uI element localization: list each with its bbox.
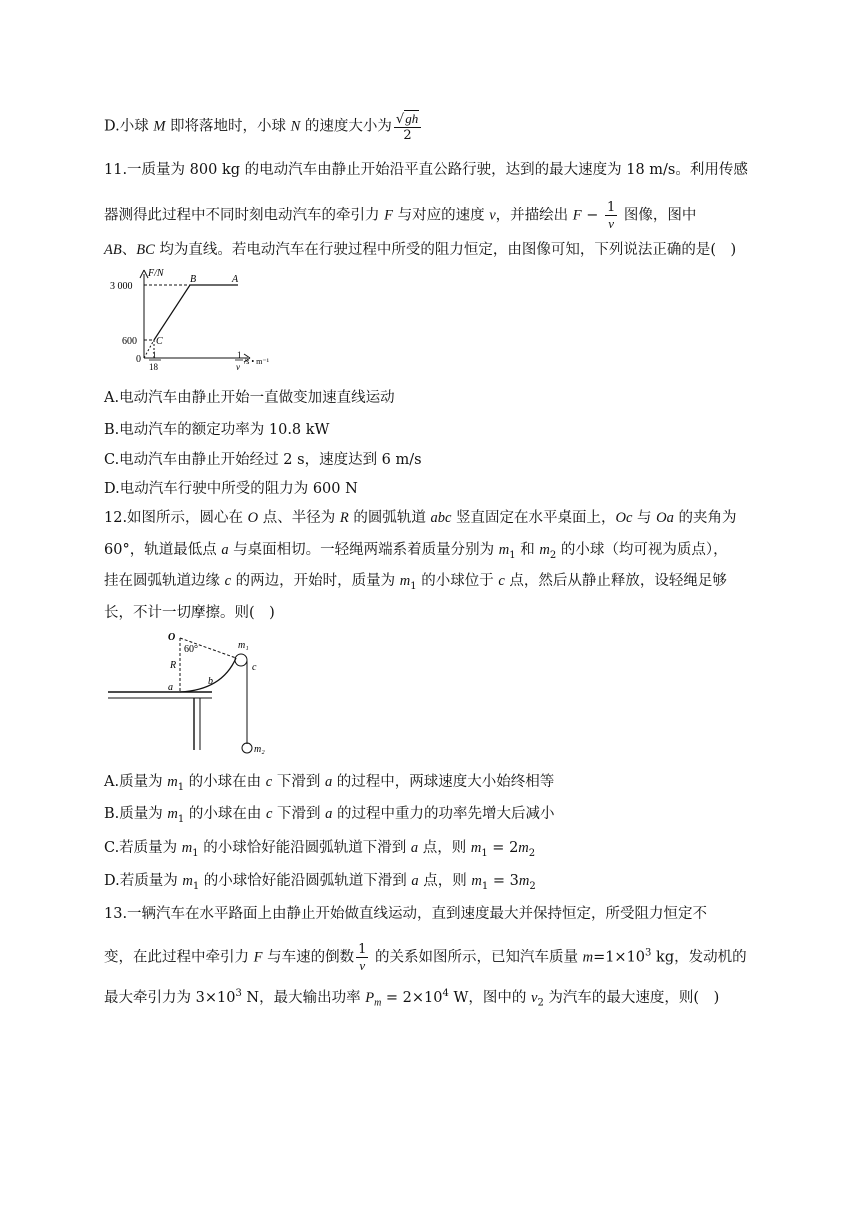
- q12-line-4: 长，不计一切摩擦。则( ): [104, 605, 275, 621]
- y-tick-600: 600: [122, 336, 137, 347]
- q11-line-1: 11.一质量为 800 kg 的电动汽车由静止开始沿平直公路行驶，达到的最大速度为 18 m/s。利用传感: [104, 162, 748, 178]
- x-label-num: 1: [237, 350, 242, 360]
- q11-inverse-v-fraction: $\frac{1}{v}$: [606, 200, 616, 231]
- q13-line-1: 13.一辆汽车在水平路面上由静止开始做直线运动，直到速度最大并保持恒定，所受阻力恒定不: [104, 906, 708, 922]
- q11-option-c: C.电动汽车由静止开始经过 2 s，速度达到 6 m/s: [104, 452, 422, 468]
- line-bc: [154, 285, 190, 340]
- q11-line-3: AB、BC 均为直线。若电动汽车在行驶过程中所受的阻力恒定，由图像可知，下列说法正确的是( ): [104, 242, 737, 258]
- q11-f-inverse-v-graph: [108, 264, 288, 376]
- label-r: R: [170, 660, 177, 671]
- ball-m1: [235, 654, 247, 666]
- label-m2: m₂: [254, 744, 265, 755]
- q11-option-a: A.电动汽车由静止开始一直做变加速直线运动: [104, 390, 395, 406]
- q13-line-3: 最大牵引力为 $3\times 10^3$ N，最大输出功率 $P_m = 2\times 10^4$ W，图中的 $v_2$ 为汽车的最大速度，则( ): [104, 988, 720, 1009]
- label-o: O: [168, 632, 176, 643]
- label-c: c: [252, 662, 257, 673]
- point-a-label: A: [232, 274, 239, 285]
- ball-m2: [242, 743, 252, 753]
- label-m1: m₁: [238, 640, 249, 651]
- q12-option-d: D.若质量为 $m_1$ 的小球恰好能沿圆弧轨道下滑到 a 点，则 $m_1 = 3m_2$: [104, 873, 536, 892]
- q12-line-1: 12.如图所示，圆心在 O 点、半径为 R 的圆弧轨道 abc 竖直固定在水平桌面上，Oc 与 Oa 的夹角为: [104, 510, 737, 526]
- label-a: a: [168, 682, 173, 693]
- label-b: b: [208, 676, 213, 687]
- point-c-label: C: [156, 336, 163, 347]
- x-tick-num: 1: [152, 350, 157, 360]
- q12-line-2: 60°，轨道最低点 a 与桌面相切。一轻绳两端系着质量分别为 $m_1$ 和 $m_2$ 的小球（均可视为质点），: [104, 542, 728, 561]
- q12-option-b: B.质量为 $m_1$ 的小球在由 c 下滑到 a 的过程中重力的功率先增大后减小: [104, 806, 555, 825]
- x-label-den: v: [236, 362, 240, 372]
- y-tick-3000: 3 000: [110, 281, 133, 292]
- q13-inverse-v-fraction: $\frac{1}{v}$: [358, 942, 367, 973]
- q11-option-d: D.电动汽车行驶中所受的阻力为 600 N: [104, 481, 358, 497]
- point-b-label: B: [190, 274, 197, 285]
- q11-line-2: 器测得此过程中不同时刻电动汽车的牵引力 F 与对应的速度 v，并描绘出 F − $\frac{1}{v}$ 图像，图中: [104, 200, 697, 231]
- x-tick-den: 18: [149, 362, 158, 372]
- q11-option-b: B.电动汽车的额定功率为 10.8 kW: [104, 422, 330, 438]
- speed-fraction: $\frac{√gh}{2}$: [394, 110, 421, 143]
- x-label-unit: /s • m⁻¹: [244, 357, 269, 366]
- label-angle: 60°: [184, 644, 198, 655]
- q12-option-c: C.若质量为 $m_1$ 的小球恰好能沿圆弧轨道下滑到 a 点，则 $m_1 = 2m_2$: [104, 840, 536, 859]
- q12-line-3: 挂在圆弧轨道边缘 c 的两边，开始时，质量为 $m_1$ 的小球位于 c 点，然后从静止释放，设轻绳足够: [104, 573, 727, 592]
- q12-arc-track-figure: [104, 628, 284, 760]
- origin-label: 0: [136, 354, 141, 365]
- q13-line-2: 变，在此过程中牵引力 F 与车速的倒数 $\frac{1}{v}$ 的关系如图所示，已知汽车质量 $m=1\times 10^3$ kg，发动机的: [104, 942, 747, 973]
- y-axis-label: F/N: [148, 268, 164, 279]
- q12-option-a: A.质量为 $m_1$ 的小球在由 c 下滑到 a 的过程中，两球速度大小始终相等: [104, 774, 555, 793]
- q10-option-d: D.小球 M 即将落地时，小球 N 的速度大小为 $\frac{√gh}{2}$: [104, 110, 423, 143]
